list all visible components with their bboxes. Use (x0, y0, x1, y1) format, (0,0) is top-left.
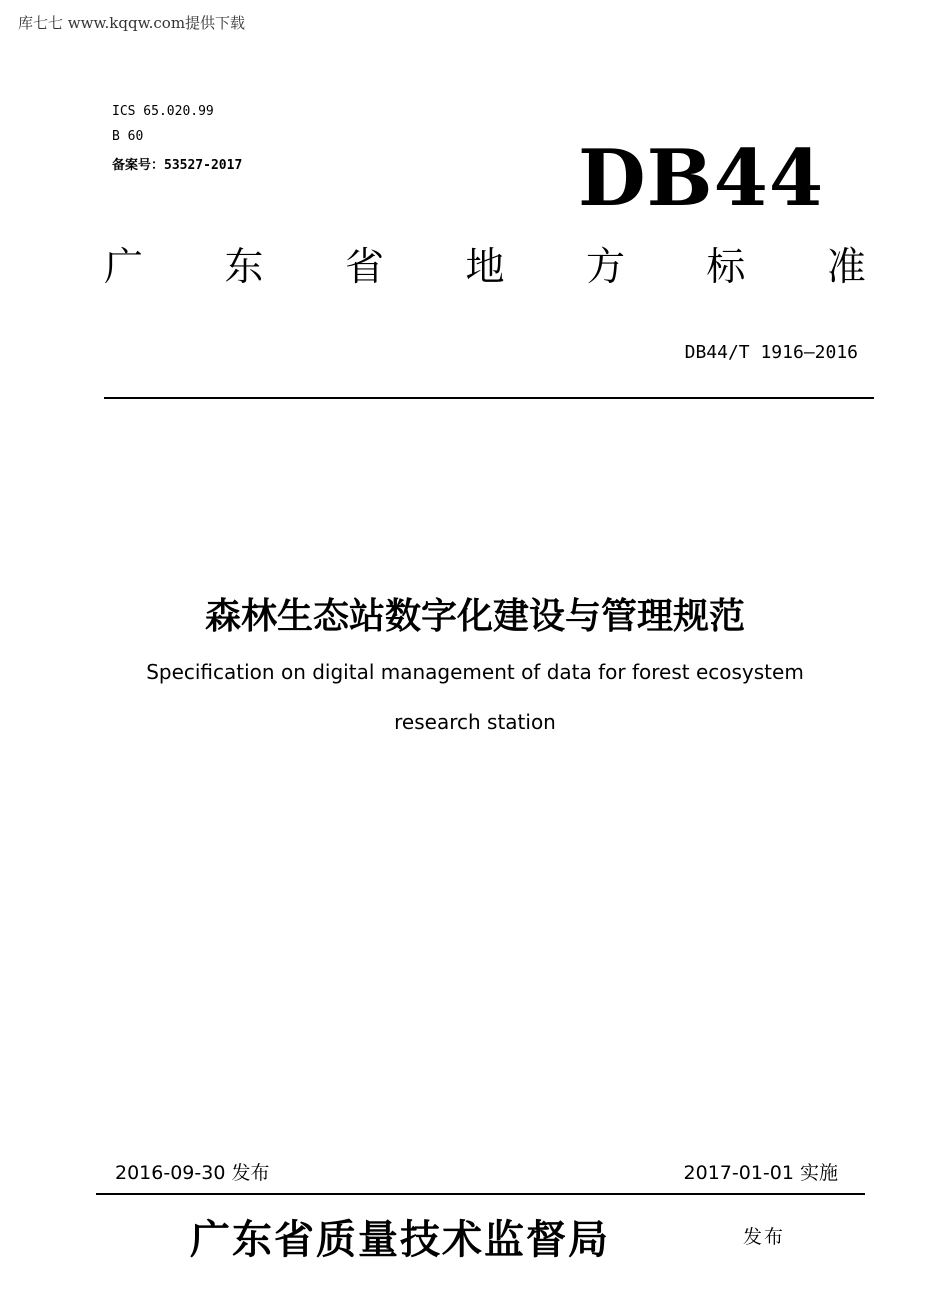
issue-date: 2016-09-30 发布 (115, 1162, 270, 1184)
top-divider (104, 397, 874, 399)
standard-number: DB44/T 1916—2016 (684, 342, 858, 363)
watermark-text: 库七七 www.kqqw.com提供下载 (18, 14, 246, 32)
standard-type-char: 省 (344, 245, 384, 290)
title-english-line1: Specification on digital management of data for forest ecosystem (146, 660, 804, 684)
standard-type-char: 方 (585, 245, 625, 290)
standard-type-char: 标 (706, 245, 746, 290)
standard-type-char: 准 (826, 245, 866, 290)
publish-label: 发布 (743, 1226, 786, 1248)
standard-type-char: 地 (465, 245, 505, 290)
ccs-code: B 60 (112, 129, 144, 144)
implementation-date: 2017-01-01 实施 (683, 1162, 838, 1184)
ics-code: ICS 65.020.99 (112, 104, 214, 119)
bottom-divider (96, 1193, 865, 1195)
standard-type-char: 东 (224, 245, 264, 290)
issuing-authority: 广东省质量技术监督局 (190, 1216, 610, 1263)
db-logo: DB44 (578, 133, 825, 224)
title-chinese: 森林生态站数字化建设与管理规范 (204, 596, 745, 637)
standard-type (104, 245, 866, 290)
title-english-line2: research station (394, 710, 556, 734)
standard-type-char: 广 (104, 245, 144, 290)
filing-number: 备案号：53527-2017 (112, 158, 243, 173)
